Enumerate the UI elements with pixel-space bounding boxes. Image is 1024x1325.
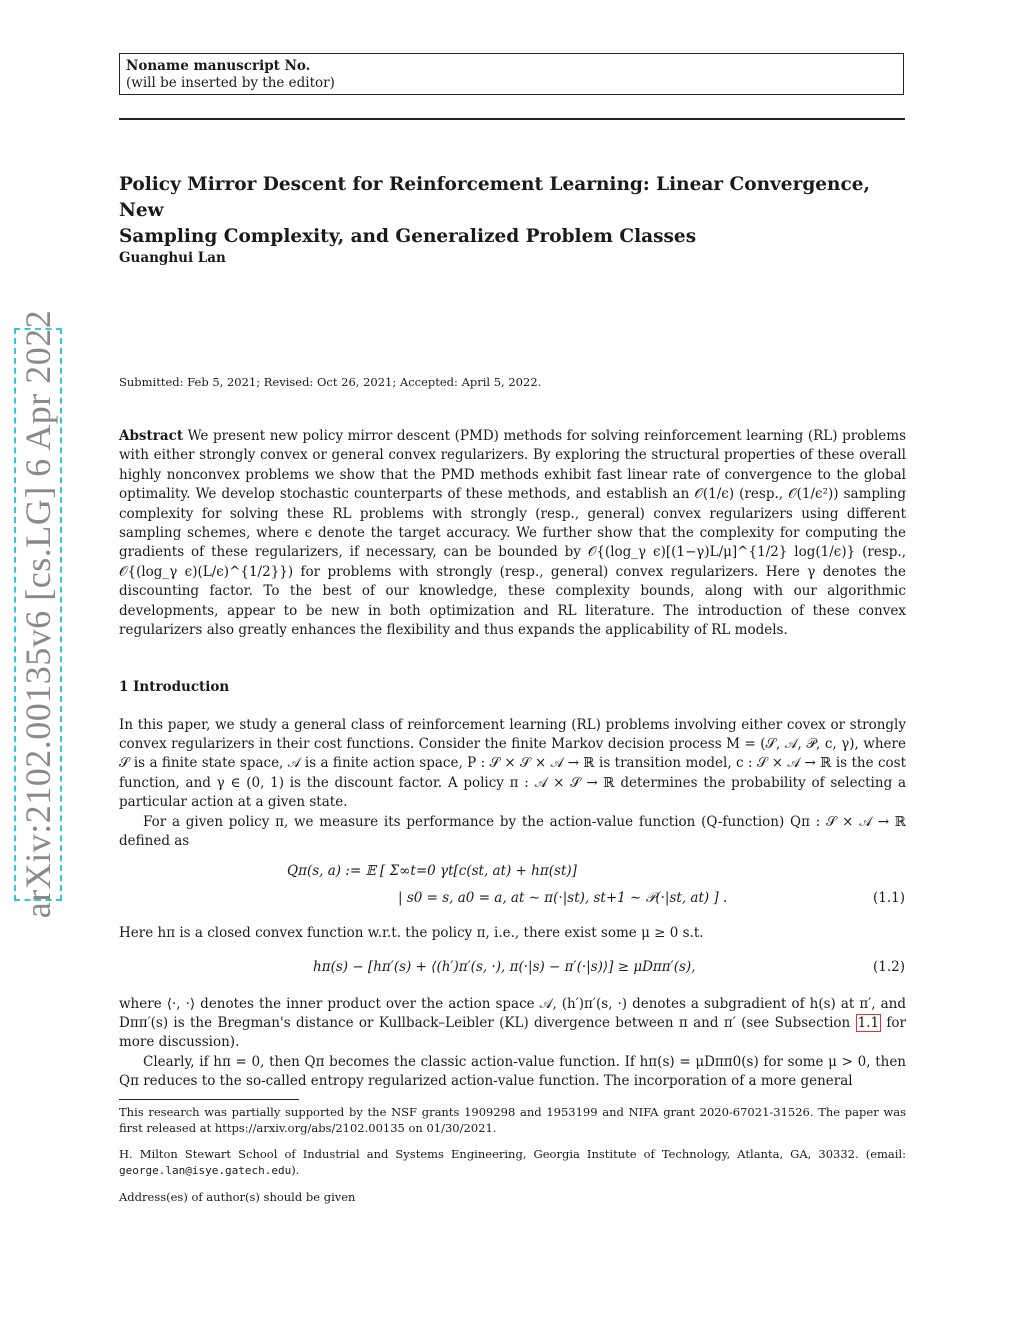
equation-1-1-number: (1.1) [873,890,906,906]
title-line-2: Sampling Complexity, and Generalized Problem Classes [119,226,697,247]
affiliation-text: H. Milton Stewart School of Industrial and Systems Engineering, Georgia Institute of Technology, Atlanta, GA, 30332. (email: [119,1147,906,1161]
paper-title [119,172,909,250]
author-name: Guanghui Lan [119,250,226,266]
header-rule [119,118,905,120]
arxiv-stamp: arXiv:2102.00135v6 [cs.LG] 6 Apr 2022 [18,309,58,919]
paragraph-4-text: where ⟨·, ·⟩ denotes the inner product over the action space 𝒜, (h′)π′(s, ·) denotes a subgradient of h(s) at π′, and Dππ′(s) is the Bregman's distance or Kullback–Leibler (KL) divergence between π and π′ (see Subsection [119,996,906,1032]
abstract-text: We present new policy mirror descent (PMD) methods for solving reinforcement learning (RL) problems with either strongly convex or general convex regularizers. By exploring the structural properties of these overall highly nonconvex problems we show that the PMD methods exhibit fast linear rate of convergence to the global optimality. We develop stochastic counterparts of these methods, and establish an 𝒪(1/ϵ) (resp., 𝒪(1/ϵ²)) sampling complexity for solving these RL problems with strongly (resp., general) convex regularizers using different sampling schemes, where ϵ denote the target accuracy. We further show that the complexity for computing the gradients of these regularizers, if necessary, can be bounded by 𝒪{(log_γ ϵ)[(1−γ)L/μ]^{1/2} log(1/ϵ)} (resp., 𝒪{(log_γ ϵ)(L/ϵ)^{1/2}}) for problems with strongly (resp., general) convex regularizers. Here γ denotes the discounting factor. To the best of our knowledge, these complexity bounds, along with our algorithmic developments, appear to be new in both optimization and RL literature. The introduction of these convex regularizers also greatly enhances the flexibility and thus expands the applicability of RL models. [119,428,906,639]
email-address[interactable]: george.lan@isye.gatech.edu [119,1164,292,1177]
email-close: ). [291,1163,300,1177]
intro-paragraph-2: For a given policy π, we measure its performance by the action-value function (Q-function) Qπ : 𝒮 × 𝒜 → ℝ defined as [119,814,906,850]
equation-1-2-number: (1.2) [873,959,906,975]
footnote-rule [119,1099,299,1100]
equation-1-1-line-1: Qπ(s, a) := 𝔼 [ Σ∞t=0 γt[c(st, at) + hπ(st)] [287,863,577,879]
submission-dates: Submitted: Feb 5, 2021; Revised: Oct 26, 2021; Accepted: April 5, 2022. [119,375,542,389]
intro-paragraph-3: Here hπ is a closed convex function w.r.t. the policy π, i.e., there exist some μ ≥ 0 s.t. [119,925,704,941]
equation-1-1-line-2: | s0 = s, a0 = a, at ∼ π(·|st), st+1 ∼ 𝒫(·|st, at) ] . [398,890,728,906]
editor-line: (will be inserted by the editor) [126,75,335,91]
subsection-ref-link[interactable]: 1.1 [857,1015,880,1032]
title-line-1: Policy Mirror Descent for Reinforcement Learning: Linear Convergence, New [119,174,870,221]
manuscript-line: Noname manuscript No. [126,58,311,74]
affiliation-footnote [119,1146,906,1179]
intro-paragraph-1: In this paper, we study a general class of reinforcement learning (RL) problems involving either covex or strongly convex regularizers in their cost functions. Consider the finite Markov decision process M = (𝒮, 𝒜, 𝒫, c, γ), where 𝒮 is a finite state space, 𝒜 is a finite action space, P : 𝒮 × 𝒮 × 𝒜 → ℝ is transition model, c : 𝒮 × 𝒜 → ℝ is the cost function, and γ ∈ (0, 1) is the discount factor. A policy π : 𝒜 × 𝒮 → ℝ determines the probability of selecting a particular action at a given state. [119,717,906,810]
abstract [119,427,906,640]
equation-1-2: hπ(s) − [hπ′(s) + ⟨(h′)π′(s, ·), π(·|s) − π′(·|s)⟩] ≥ μDππ′(s), [313,959,696,975]
manuscript-box [119,53,904,95]
address-footnote: Address(es) of author(s) should be given [119,1190,356,1204]
section-heading: 1 Introduction [119,679,230,695]
intro-paragraph-4 [119,995,906,1053]
paragraph-4-tail: for more discussion). [119,1015,906,1051]
abstract-label: Abstract [119,428,184,444]
intro-paragraph-5: Clearly, if hπ = 0, then Qπ becomes the classic action-value function. If hπ(s) = μDππ0(s) for some μ > 0, then Qπ reduces to the so-called entropy regularized action-value function. The incorporation of a more general [119,1054,906,1090]
funding-footnote: This research was partially supported by the NSF grants 1909298 and 1953199 and NIFA grant 2020-67021-31526. The paper was first released at https://arxiv.org/abs/2102.00135 on 01/30/2021. [119,1105,906,1135]
